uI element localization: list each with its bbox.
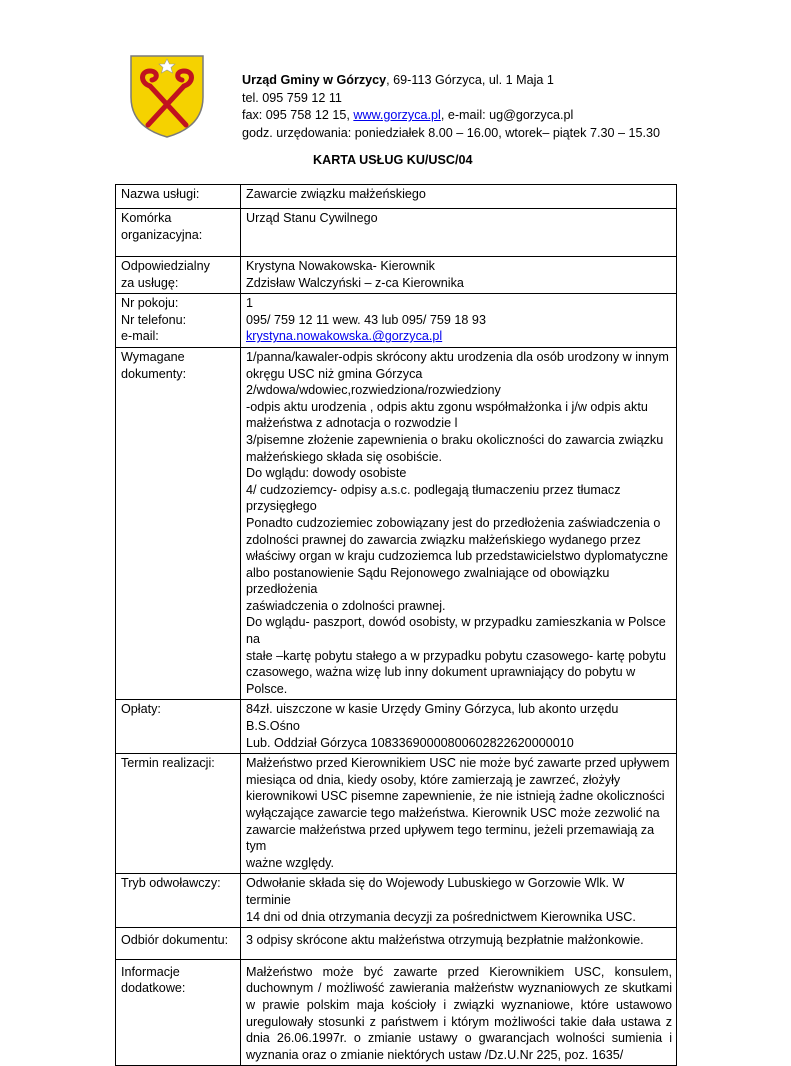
label-line: Nr pokoju: bbox=[121, 296, 179, 311]
row-value-contact bbox=[241, 294, 677, 348]
text-line: kierownikowi USC pisemne zapewnienie, że nie istnieją żadne okoliczności bbox=[246, 789, 665, 804]
org-name: Urząd Gminy w Górzycy bbox=[242, 73, 387, 87]
row-label-pickup: Odbiór dokumentu: bbox=[116, 928, 241, 960]
text-line: Do wglądu: dowody osobiste bbox=[246, 466, 407, 481]
row-value-unit: Urząd Stanu Cywilnego bbox=[241, 209, 677, 257]
text-line: albo postanowienie Sądu Rejonowego zwalniające od obowiązku przedłożenia bbox=[246, 565, 610, 597]
org-phone: tel. 095 759 12 11 bbox=[242, 90, 342, 105]
text-line: ważne względy. bbox=[246, 855, 334, 870]
value-line: Krystyna Nowakowska- Kierownik bbox=[246, 259, 435, 273]
text-line: zdolności prawnej do zawarcia związku małżeńskiego wydanego przez bbox=[246, 532, 641, 547]
table-row bbox=[116, 959, 677, 1066]
text-line: okręgu USC niż gmina Górzyca bbox=[246, 366, 423, 381]
text-line: zaświadczenia o zdolności prawnej. bbox=[246, 598, 446, 613]
text-line: czasowego, ważna wizę lub inny dokument uprawniający do pobytu w Polsce. bbox=[246, 665, 636, 696]
text-line: Ponadto cudzoziemiec zobowiązany jest do przedłożenia zaświadczenia o bbox=[246, 515, 661, 530]
table-row bbox=[116, 257, 677, 294]
org-line bbox=[242, 72, 660, 90]
row-value-deadline bbox=[241, 754, 677, 874]
row-label-deadline: Termin realizacji: bbox=[116, 754, 241, 874]
text-line: -odpis aktu urodzenia , odpis aktu zgonu współmałżonka i j/w odpis aktu bbox=[246, 399, 648, 414]
organization-header bbox=[242, 72, 660, 142]
text-line: wyłączające zawarcie tego małżeństwa. Kierownik USC może zezwolić na bbox=[246, 806, 660, 820]
text-line: miesiąca od dnia, kiedy osoby, które zamierzają je zawrzeć, złożyły bbox=[246, 772, 621, 787]
table-row bbox=[116, 928, 677, 960]
row-value-pickup: 3 odpisy skrócone aktu małżeństwa otrzymują bezpłatnie małżonkowie. bbox=[241, 928, 677, 960]
label-line: Informacje bbox=[121, 964, 180, 979]
phone-number: 095/ 759 12 11 wew. 43 lub 095/ 759 18 93 bbox=[246, 312, 486, 327]
text-line: małżeńskiego składa się osobiście. bbox=[246, 449, 443, 464]
value-line: Zdzisław Walczyński – z-ca Kierownika bbox=[246, 275, 464, 290]
org-fax-line bbox=[242, 107, 660, 125]
org-fax: fax: 095 758 12 15, bbox=[242, 108, 354, 122]
table-row bbox=[116, 209, 677, 257]
row-label-contact bbox=[116, 294, 241, 348]
text-line: Małżeństwo przed Kierownikiem USC nie może być zawarte przed upływem bbox=[246, 756, 670, 771]
row-value-appeal bbox=[241, 874, 677, 928]
text-line: Lub. Oddział Górzyca 10833690000800602822620000010 bbox=[246, 735, 574, 750]
text-line: 4/ cudzoziemcy- odpisy a.s.c. podlegają tłumaczeniu przez tłumacz bbox=[246, 482, 621, 497]
email-link[interactable]: krystyna.nowakowska.@gorzyca.pl bbox=[246, 329, 443, 344]
label-line: e-mail: bbox=[121, 329, 159, 344]
text-line: właściwy organ w kraju cudzoziemca lub przedstawicielstwo dyplomatyczne bbox=[246, 549, 669, 564]
row-label-unit bbox=[116, 209, 241, 257]
row-label-documents bbox=[116, 347, 241, 699]
row-label-appeal: Tryb odwoławczy: bbox=[116, 874, 241, 928]
row-value-documents bbox=[241, 347, 677, 699]
table-row bbox=[116, 347, 677, 699]
text-line: 2/wdowa/wdowiec,rozwiedziona/rozwiedziony bbox=[246, 383, 501, 398]
text-line: zawarcie małżeństwa przed upływem tego terminu, jeżeli przemawiają za tym bbox=[246, 822, 655, 854]
row-value-fees bbox=[241, 700, 677, 754]
text-line: 3/pisemne złożenie zapewnienia o braku okoliczności do zawarcia związku bbox=[246, 432, 664, 447]
office-hours: godz. urzędowania: poniedziałek 8.00 – 16.00, wtorek– piątek 7.30 – 15.30 bbox=[242, 125, 660, 140]
row-label-service: Nazwa usługi: bbox=[116, 185, 241, 209]
label-line: Wymagane bbox=[121, 349, 185, 364]
label-line: dodatkowe: bbox=[121, 981, 186, 996]
row-value-additional: Małżeństwo może być zawarte przed Kierownikiem USC, konsulem, duchownym / możliwość zawierania małżeństw wyznaniowych ze skutkami w prawie polskim maja kościoły i związki wyznaniowe, które ustawowo uregulowały stosunki z państwem i którym możliwości takie dała ustawa z dnia 26.06.1997r. o zmianie ustawy o gwarancjach wolności sumienia i wyznania oraz o zmianie niektórych ustaw /Dz.U.Nr 225, poz. 1635/ bbox=[241, 959, 677, 1066]
org-address: , 69-113 Górzyca, ul. 1 Maja 1 bbox=[386, 73, 554, 87]
text-line: 14 dni od dnia otrzymania decyzji za pośrednictwem Kierownika USC. bbox=[246, 909, 636, 924]
text-line: 84zł. uiszczone w kasie Urzędy Gminy Górzyca, lub akonto urzędu B.S.Ośno bbox=[246, 702, 619, 734]
website-link[interactable]: www.gorzyca.pl bbox=[353, 108, 441, 122]
room-number: 1 bbox=[246, 296, 254, 311]
table-row bbox=[116, 294, 677, 348]
label-line: organizacyjna: bbox=[121, 227, 203, 242]
label-line: Odpowiedzialny bbox=[121, 259, 210, 273]
document-title: KARTA USŁUG KU/USC/04 bbox=[313, 153, 473, 167]
label-line: dokumenty: bbox=[121, 366, 187, 381]
text-line: stałe –kartę pobytu stałego a w przypadku pobytu czasowego- kartę pobytu bbox=[246, 648, 667, 663]
text-line: małżeństwa z adnotacja o rozwodzie l bbox=[246, 416, 458, 431]
text-line: Odwołanie składa się do Wojewody Lubuskiego w Gorzowie Wlk. W terminie bbox=[246, 876, 625, 907]
label-line: Nr telefonu: bbox=[121, 312, 187, 327]
row-value-responsible bbox=[241, 257, 677, 294]
row-value-service: Zawarcie związku małżeńskiego bbox=[241, 185, 677, 209]
row-label-fees: Opłaty: bbox=[116, 700, 241, 754]
table-row bbox=[116, 185, 677, 209]
text-line: przysięgłego bbox=[246, 499, 317, 514]
label-line: Komórka bbox=[121, 211, 172, 225]
row-label-responsible bbox=[116, 257, 241, 294]
table-row bbox=[116, 874, 677, 928]
text-line: Do wglądu- paszport, dowód osobisty, w przypadku zamieszkania w Polsce na bbox=[246, 615, 666, 647]
coat-of-arms-icon bbox=[128, 53, 206, 139]
text-line: 1/panna/kawaler-odpis skrócony aktu urodzenia dla osób urodzony w innym bbox=[246, 349, 669, 364]
table-row bbox=[116, 700, 677, 754]
table-row bbox=[116, 754, 677, 874]
service-card-table bbox=[115, 184, 677, 1066]
row-label-additional bbox=[116, 959, 241, 1066]
org-email: , e-mail: ug@gorzyca.pl bbox=[440, 108, 574, 122]
label-line: za usługę: bbox=[121, 275, 179, 290]
